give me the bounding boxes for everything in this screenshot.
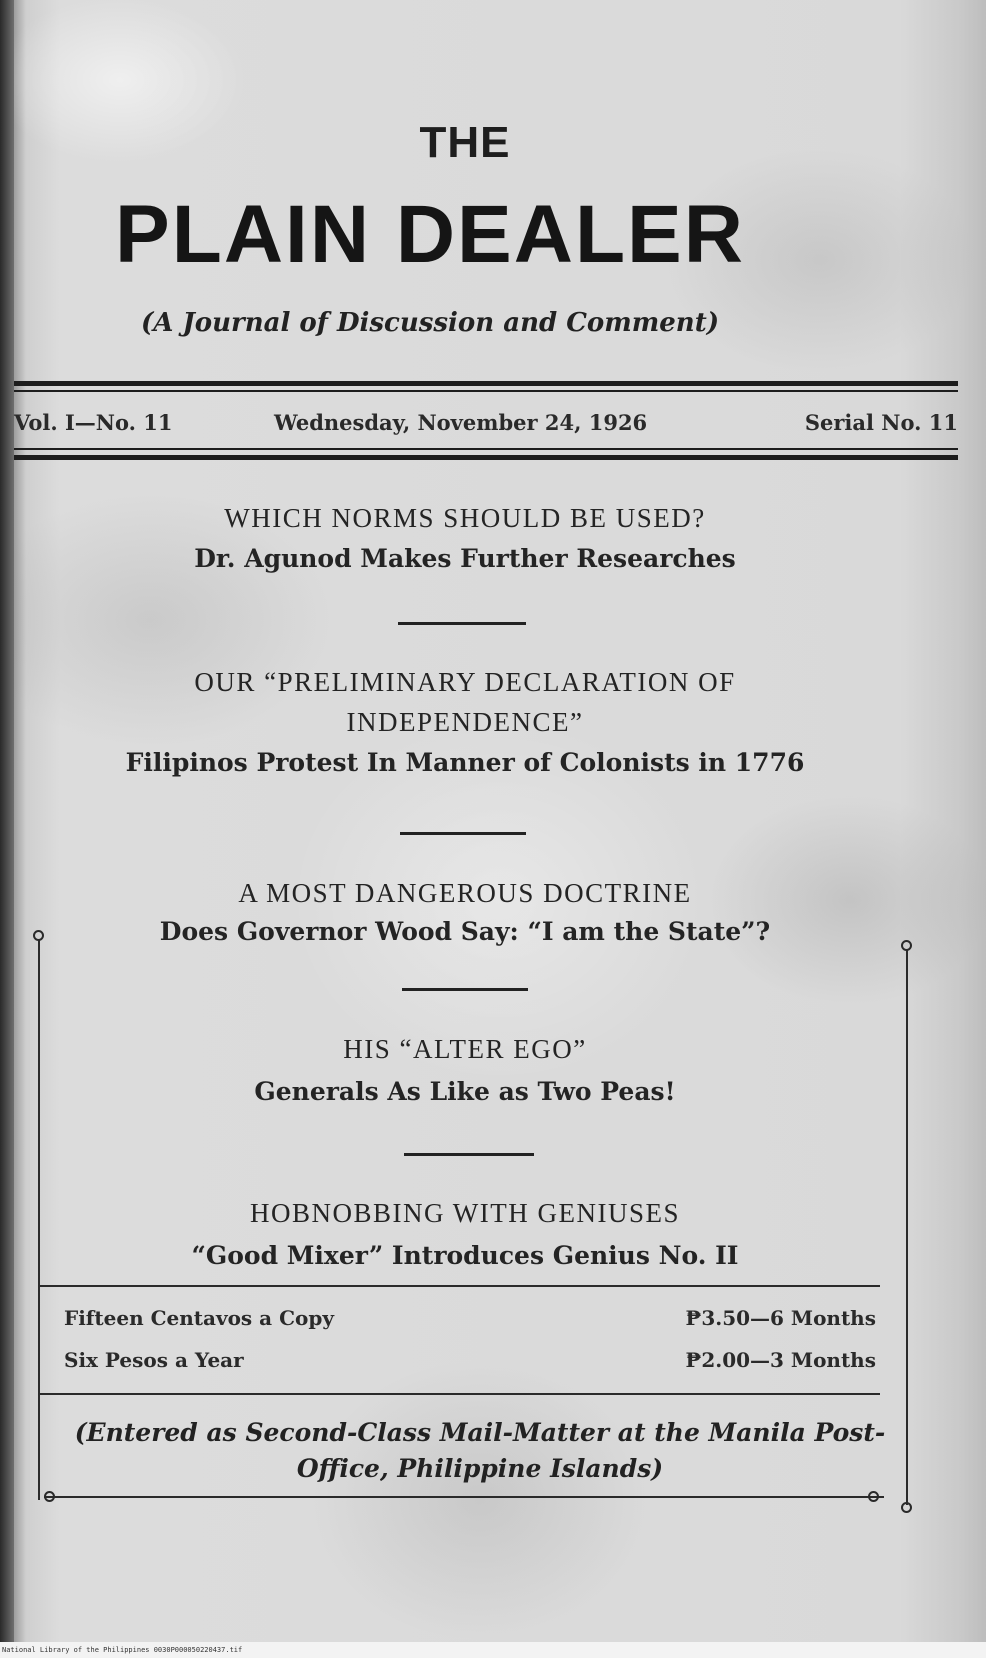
serial-number: Serial No. 11	[804, 410, 958, 435]
article-heading: HOBNOBBING WITH GENIUSES	[250, 1198, 680, 1228]
article-subheading: Generals As Like as Two Peas!	[254, 1077, 676, 1106]
frame-ring-bottom-inner-right	[868, 1491, 879, 1502]
article-alter-ego	[100, 1029, 830, 1111]
scan-credit: National Library of the Philippines 0030P000050220437.tif	[0, 1642, 986, 1658]
journal-title: PLAIN DEALER	[115, 189, 745, 280]
article-doctrine	[100, 873, 830, 951]
volume-number: Vol. I—No. 11	[14, 410, 173, 435]
article-heading: WHICH NORMS SHOULD BE USED?	[224, 503, 706, 533]
journal-subtitle: (A Journal of Discussion and Comment)	[140, 308, 720, 338]
article-subheading: Does Governor Wood Say: “I am the State”?	[159, 917, 771, 946]
article-heading: HIS “ALTER EGO”	[343, 1034, 587, 1064]
frame-ring-bottom-right	[901, 1502, 912, 1513]
frame-bottom-line	[44, 1496, 884, 1498]
article-heading: A MOST DANGEROUS DOCTRINE	[238, 878, 692, 908]
price-row	[64, 1306, 876, 1348]
price-six-months: ₱3.50—6 Months	[685, 1306, 876, 1330]
masthead-rule-top-thick	[14, 381, 958, 386]
postal-entry-note: (Entered as Second-Class Mail-Matter at the Manila Post-Office, Philippine Islands)	[74, 1418, 886, 1483]
article-heading: OUR “PRELIMINARY DECLARATION OF INDEPENDENCE”	[194, 667, 736, 737]
article-subheading: Dr. Agunod Makes Further Researches	[194, 544, 736, 573]
article-geniuses	[100, 1193, 830, 1275]
price-three-months: ₱2.00—3 Months	[685, 1348, 876, 1372]
article-divider	[404, 1153, 534, 1156]
article-divider	[402, 988, 528, 991]
issue-date: Wednesday, November 24, 1926	[274, 410, 648, 435]
article-divider	[400, 832, 526, 835]
price-per-year: Six Pesos a Year	[64, 1348, 244, 1372]
title-the: THE	[419, 118, 511, 167]
frame-ring-bottom-left	[44, 1491, 55, 1502]
subscription-prices	[64, 1306, 876, 1390]
frame-ring-top-left	[33, 930, 44, 941]
masthead-rule-bottom-thick	[14, 455, 958, 460]
article-subheading: “Good Mixer” Introduces Genius No. II	[191, 1241, 739, 1270]
masthead-info	[14, 410, 958, 440]
frame-ring-top-right	[901, 940, 912, 951]
price-per-copy: Fifteen Centavos a Copy	[64, 1306, 334, 1330]
masthead-rule-top-thin	[14, 390, 958, 392]
article-declaration	[90, 662, 840, 782]
article-divider	[398, 622, 526, 625]
article-norms	[100, 498, 830, 578]
prices-rule-bottom	[40, 1393, 880, 1395]
prices-rule-top	[40, 1285, 880, 1287]
price-row	[64, 1348, 876, 1390]
article-subheading: Filipinos Protest In Manner of Colonists in 1776	[125, 748, 805, 777]
masthead-rule-bottom-thin	[14, 448, 958, 450]
